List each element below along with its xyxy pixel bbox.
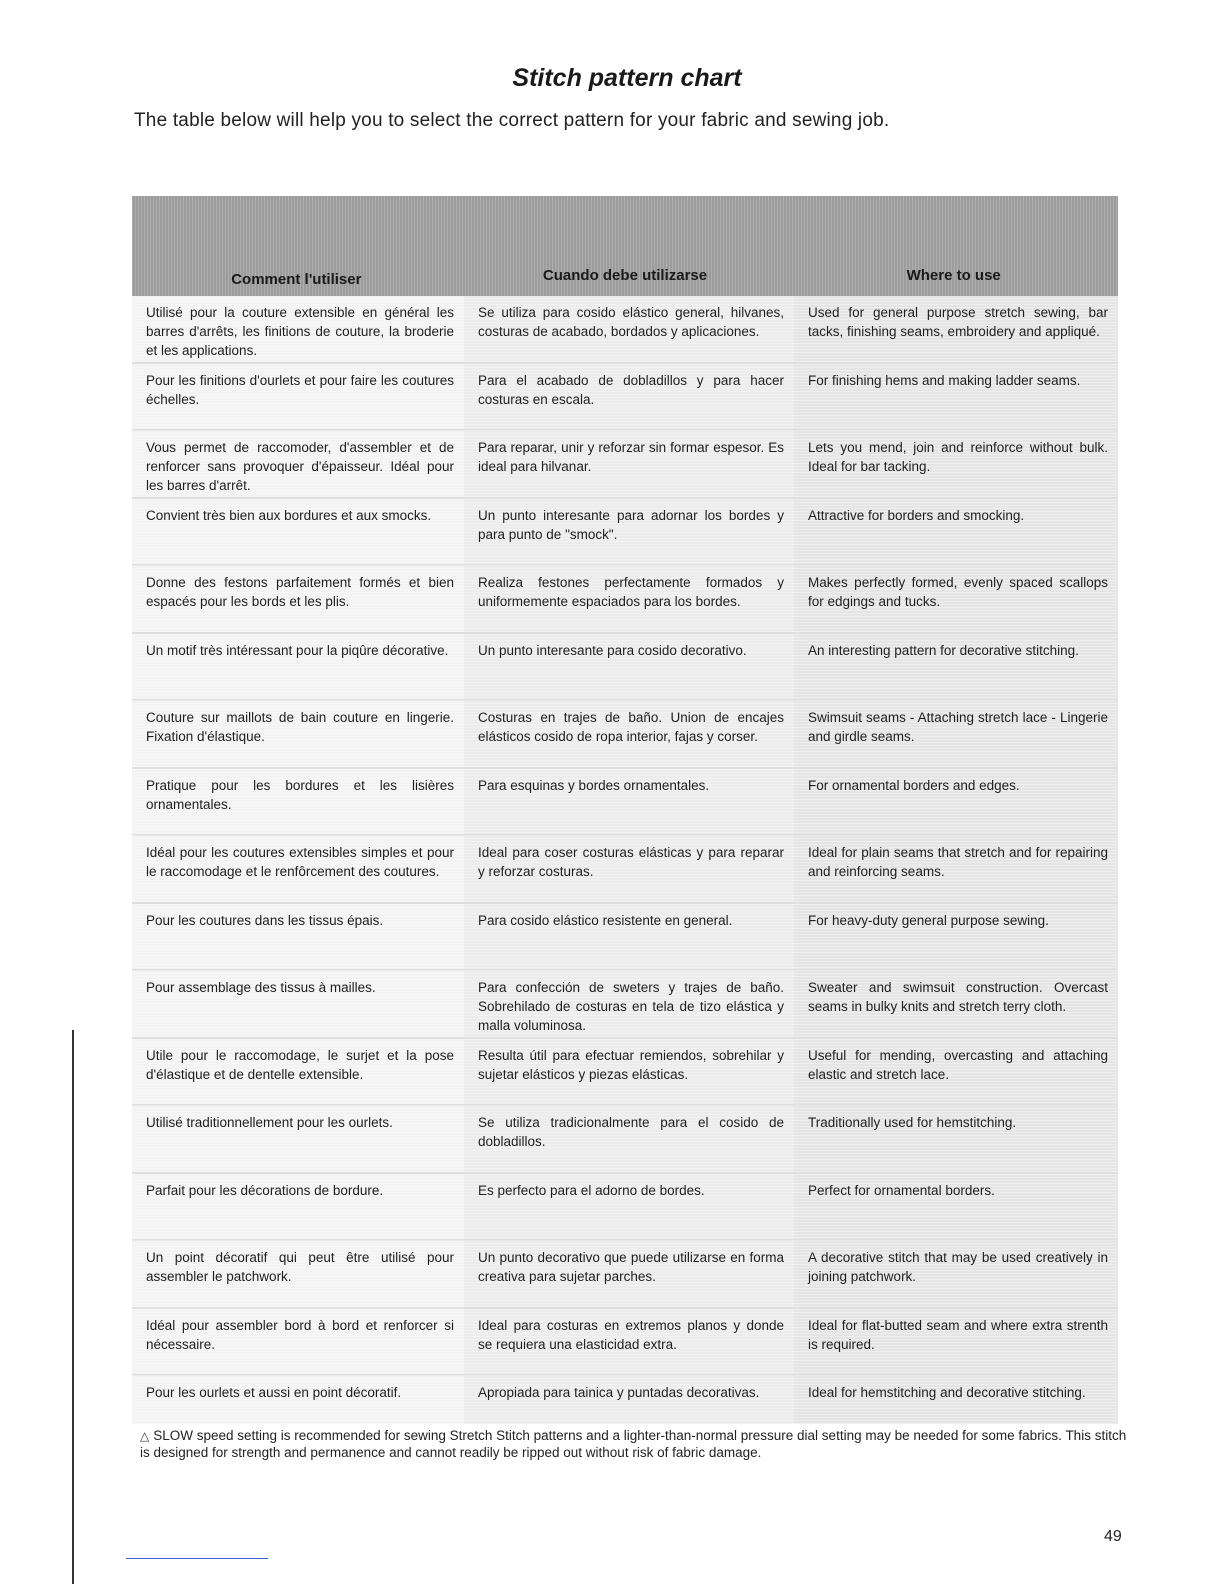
table-cell-english: Used for general purpose stretch sewing, bar tacks, finishing seams, embroidery and appliqué. [794,296,1118,362]
table-cell-spanish: Se utiliza tradicionalmente para el cosido de dobladillos. [464,1106,794,1172]
table-cell-spanish: Para el acabado de dobladillos y para hacer costuras en escala. [464,364,794,430]
table-cell-french: Pour les ourlets et aussi en point décoratif. [132,1376,464,1442]
table-cell-french: Pratique pour les bordures et les lisières ornamentales. [132,769,464,835]
table-row [132,497,1118,565]
table-cell-english: Ideal for plain seams that stretch and for repairing and reinforcing seams. [794,836,1118,902]
table-row [132,632,1118,700]
table-body [132,296,1118,1442]
table-cell-english: Perfect for ornamental borders. [794,1174,1118,1240]
table-header [132,196,1118,296]
table-cell-spanish: Resulta útil para efectuar remiendos, sobrehilar y sujetar elásticos y piezas elásticas. [464,1039,794,1105]
table-cell-english: Swimsuit seams - Attaching stretch lace - Lingerie and girdle seams. [794,701,1118,767]
table-cell-french: Un motif très intéressant pour la piqûre décorative. [132,634,464,700]
table-cell-english: A decorative stitch that may be used creatively in joining patchwork. [794,1241,1118,1307]
table-row [132,1307,1118,1375]
table-cell-spanish: Ideal para costuras en extremos planos y donde se requiera una elasticidad extra. [464,1309,794,1375]
bottom-rule [126,1558,268,1559]
table-cell-english: An interesting pattern for decorative stitching. [794,634,1118,700]
table-cell-french: Idéal pour les coutures extensibles simples et pour le raccomodage et le renfôrcement des coutures. [132,836,464,902]
table-cell-french: Utilisé pour la couture extensible en général les barres d'arrêts, les finitions de couture, la broderie et les applications. [132,296,464,362]
table-row [132,1239,1118,1307]
table-cell-spanish: Para esquinas y bordes ornamentales. [464,769,794,835]
table-cell-english: For heavy-duty general purpose sewing. [794,904,1118,970]
table-cell-spanish: Un punto interesante para cosido decorativo. [464,634,794,700]
table-cell-french: Vous permet de raccomoder, d'assembler et de renforcer sans provoquer d'épaisseur. Idéal pour les barres d'arrêt. [132,431,464,497]
table-row [132,969,1118,1037]
table-cell-french: Parfait pour les décorations de bordure. [132,1174,464,1240]
table-row [132,1037,1118,1105]
table-cell-french: Utile pour le raccomodage, le surjet et la pose d'élastique et de dentelle extensible. [132,1039,464,1105]
table-cell-spanish: Para confección de sweters y trajes de baño. Sobrehilado de costuras en tela de tizo elástica y malla voluminosa. [464,971,794,1037]
page-title: Stitch pattern chart [512,64,742,92]
table-row [132,699,1118,767]
table-cell-english: Makes perfectly formed, evenly spaced scallops for edgings and tucks. [794,566,1118,632]
table-cell-french: Utilisé traditionnellement pour les ourlets. [132,1106,464,1172]
table-cell-french: Donne des festons parfaitement formés et bien espacés pour les bords et les plis. [132,566,464,632]
table-row [132,362,1118,430]
table-cell-english: Ideal for flat-butted seam and where extra strenth is required. [794,1309,1118,1375]
table-cell-spanish: Se utiliza para cosido elástico general, hilvanes, costuras de acabado, bordados y aplicaciones. [464,296,794,362]
table-cell-french: Couture sur maillots de bain couture en lingerie. Fixation d'élastique. [132,701,464,767]
table-cell-spanish: Un punto decorativo que puede utilizarse en forma creativa para sujetar parches. [464,1241,794,1307]
table-cell-spanish: Un punto interesante para adornar los bordes y para punto de "smock". [464,499,794,565]
table-row [132,296,1118,362]
footnote-text: SLOW speed setting is recommended for sewing Stretch Stitch patterns and a lighter-than-normal pressure dial setting may be needed for some fabrics. This stitch is designed for strength and permanence and cannot readily be ripped out without risk of fabric damage. [140,1428,1127,1460]
header-english: Where to use [906,267,1001,284]
table-cell-french: Pour assemblage des tissus à mailles. [132,971,464,1037]
table-cell-spanish: Es perfecto para el adorno de bordes. [464,1174,794,1240]
table-cell-english: Attractive for borders and smocking. [794,499,1118,565]
table-cell-spanish: Ideal para coser costuras elásticas y para reparar y reforzar costuras. [464,836,794,902]
table-row [132,902,1118,970]
table-cell-french: Pour les coutures dans les tissus épais. [132,904,464,970]
table-cell-spanish: Realiza festones perfectamente formados y uniformemente espaciados para los bordes. [464,566,794,632]
table-cell-spanish: Apropiada para tainica y puntadas decorativas. [464,1376,794,1442]
table-row [132,767,1118,835]
footnote [140,1428,1132,1460]
table-cell-english: Traditionally used for hemstitching. [794,1106,1118,1172]
table-row [132,1172,1118,1240]
table-cell-english: Ideal for hemstitching and decorative stitching. [794,1376,1118,1442]
table-cell-french: Idéal pour assembler bord à bord et renforcer si nécessaire. [132,1309,464,1375]
table-cell-spanish: Para reparar, unir y reforzar sin formar espesor. Es ideal para hilvanar. [464,431,794,497]
table-cell-french: Un point décoratif qui peut être utilisé pour assembler le patchwork. [132,1241,464,1307]
stitch-chart-table [132,196,1118,1424]
table-row [132,564,1118,632]
table-cell-spanish: Para cosido elástico resistente en general. [464,904,794,970]
table-cell-english: For finishing hems and making ladder seams. [794,364,1118,430]
table-cell-english: For ornamental borders and edges. [794,769,1118,835]
table-cell-english: Sweater and swimsuit construction. Overcast seams in bulky knits and stretch terry cloth. [794,971,1118,1037]
margin-rule [72,1030,74,1584]
table-cell-english: Lets you mend, join and reinforce without bulk. Ideal for bar tacking. [794,431,1118,497]
table-cell-french: Pour les finitions d'ourlets et pour faire les coutures échelles. [132,364,464,430]
table-row [132,1104,1118,1172]
table-cell-spanish: Costuras en trajes de baño. Union de encajes elásticos cosido de ropa interior, fajas y corser. [464,701,794,767]
page-number: 49 [1104,1528,1122,1545]
warning-triangle-icon: △ [140,1429,150,1443]
table-row [132,429,1118,497]
table-cell-english: Useful for mending, overcasting and attaching elastic and stretch lace. [794,1039,1118,1105]
table-row [132,834,1118,902]
table-cell-french: Convient très bien aux bordures et aux smocks. [132,499,464,565]
header-spanish: Cuando debe utilizarse [542,267,708,284]
header-french: Comment l'utiliser [231,271,362,288]
intro-text: The table below will help you to select the correct pattern for your fabric and sewing job. [134,110,890,131]
